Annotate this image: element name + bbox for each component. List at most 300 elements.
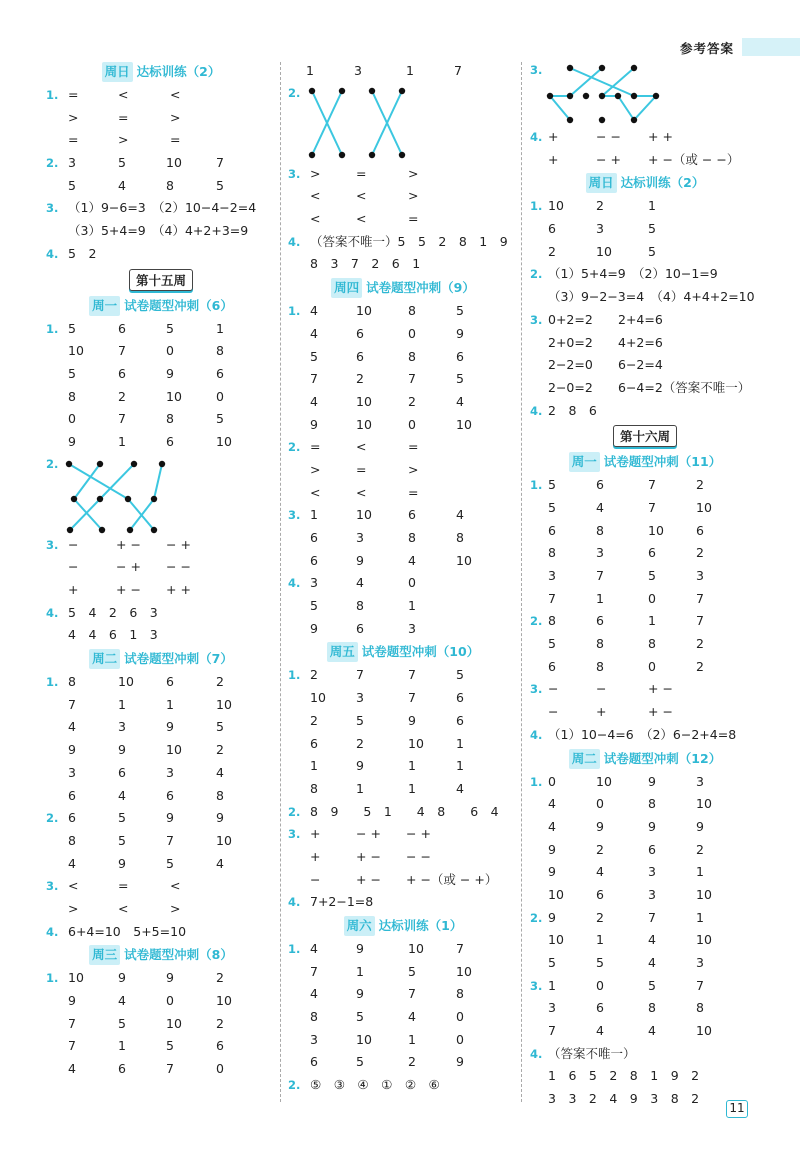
answer-value: 10 <box>166 155 182 171</box>
answer-value: 4 <box>310 325 318 341</box>
answer-value: 3 3 2 4 9 3 8 2 <box>548 1091 700 1107</box>
answer-value: 8 <box>648 796 656 812</box>
answer-row <box>530 861 760 884</box>
answer-value: 5 <box>310 348 318 364</box>
answer-value: 6 <box>548 221 556 237</box>
answer-value: − + <box>596 151 621 167</box>
answer-value: + −（或 − +） <box>406 871 498 887</box>
answer-value: + <box>310 826 321 842</box>
answer-value: 10 <box>310 690 326 706</box>
answer-value: 0 <box>166 993 174 1008</box>
answer-value: − <box>68 559 79 575</box>
answer-value: 10 <box>596 243 612 259</box>
answer-row <box>288 368 518 391</box>
question-number: 3. <box>288 827 301 842</box>
question-number: 3. <box>530 63 543 77</box>
answer-value: − + <box>166 536 191 552</box>
answer-value: + − <box>116 536 141 552</box>
answer-value: 4 <box>596 1023 604 1039</box>
answer-value: < <box>310 484 321 500</box>
answer-value: 2−2=0 <box>548 357 593 373</box>
answer-value: 4 <box>648 955 656 970</box>
answer-value: 1 <box>310 758 318 774</box>
question-number: 4. <box>46 246 59 261</box>
answer-value: 4 <box>310 393 318 409</box>
answer-value: 3 <box>596 221 604 237</box>
answer-value: 5 <box>118 155 126 171</box>
answer-value: 6 <box>216 365 224 381</box>
answer-value: + −（或 − −） <box>648 151 740 167</box>
answer-row <box>46 197 276 220</box>
answer-row <box>530 724 760 747</box>
answer-value: 周三 <box>89 945 120 965</box>
answer-value: + <box>596 704 607 720</box>
answer-row <box>530 952 760 975</box>
answer-value: = <box>118 878 129 894</box>
answer-row <box>288 163 518 186</box>
answer-value: + + <box>166 582 191 597</box>
answer-value: 9 <box>166 719 174 735</box>
answer-value: 5 <box>548 636 556 652</box>
answer-value: 1 <box>596 590 604 606</box>
answer-value: 5 <box>456 303 464 319</box>
question-number: 1. <box>46 321 59 336</box>
answer-row <box>530 520 760 543</box>
answer-value: > <box>310 461 321 477</box>
answer-value: 8 <box>356 598 364 614</box>
question-number: 4. <box>288 895 301 910</box>
answer-value: 6 <box>548 522 556 538</box>
answer-value: + <box>68 582 79 597</box>
answer-row <box>288 938 518 961</box>
answer-row <box>46 602 276 625</box>
answer-row <box>288 323 518 346</box>
question-number: 3. <box>46 537 59 552</box>
answer-value: 0 <box>216 1061 224 1077</box>
answer-value: 2 <box>696 636 704 652</box>
answer-value: 6 <box>166 433 174 449</box>
answer-row <box>288 869 518 892</box>
answer-value: 7 <box>68 1015 76 1031</box>
answer-value: = <box>408 211 419 227</box>
answer-row <box>46 739 276 762</box>
answer-value: 10 <box>596 773 612 789</box>
answer-row <box>46 386 276 409</box>
answer-value: 3 <box>648 886 656 902</box>
answer-column-2 <box>288 60 518 1097</box>
answer-value: 10 <box>456 416 472 432</box>
answer-value: 7 <box>648 499 656 515</box>
answer-value: 10 <box>696 932 712 948</box>
answer-value: − + <box>356 826 381 842</box>
matching-lines <box>46 454 246 534</box>
answer-value: 4 <box>118 993 126 1008</box>
answer-row <box>530 975 760 998</box>
section-header <box>530 171 760 195</box>
answer-value: 1 <box>548 977 556 993</box>
answer-value: 10 <box>456 552 472 568</box>
answer-value: − − <box>596 129 621 144</box>
section-header <box>530 450 760 474</box>
answer-value: + − <box>116 582 141 597</box>
answer-value: 7 <box>310 371 318 387</box>
answer-value: < <box>310 211 321 227</box>
answer-value: 5 <box>356 1009 364 1025</box>
answer-value: 10 <box>118 674 134 690</box>
answer-value: 5 <box>216 719 224 735</box>
answer-value: 4 <box>118 787 126 803</box>
answer-value: < <box>68 878 79 894</box>
answer-value: 10 <box>216 433 232 449</box>
answer-row <box>530 929 760 952</box>
answer-row <box>288 961 518 984</box>
question-number: 4. <box>288 576 301 591</box>
answer-value: 2+4=6 <box>618 311 663 327</box>
answer-value: 7+2−1=8 <box>310 894 374 910</box>
answer-row <box>46 807 276 830</box>
answer-value: 4 <box>596 499 604 515</box>
answer-value: 9 <box>648 773 656 789</box>
answer-value: 10 <box>696 1023 712 1039</box>
answer-value: 5 <box>648 977 656 993</box>
answer-value: 10 <box>166 742 182 758</box>
answer-value: 9 <box>118 742 126 758</box>
answer-value: 4 <box>68 719 76 735</box>
answer-value: 达标训练（2） <box>136 64 221 79</box>
section-header <box>46 647 276 671</box>
answer-value: 5 <box>166 320 174 336</box>
answer-value: 6 <box>356 325 364 341</box>
answer-row <box>46 1058 276 1081</box>
answer-value: 2 <box>696 658 704 674</box>
answer-value: 3 <box>310 575 318 591</box>
answer-value: 1 <box>356 780 364 796</box>
answer-value: > <box>408 461 419 477</box>
answer-value: = <box>68 87 79 102</box>
answer-value: 9 <box>166 970 174 986</box>
answer-value: 5 <box>596 955 604 970</box>
answer-value: 9 <box>68 433 76 449</box>
answer-value: 8 <box>310 1009 318 1025</box>
answer-value: 8 <box>596 636 604 652</box>
answer-value: 1 <box>118 696 126 712</box>
answer-row <box>288 436 518 459</box>
answer-value: 9 <box>166 810 174 826</box>
question-number: 3. <box>46 201 59 216</box>
answer-value: < <box>170 878 181 894</box>
answer-row <box>288 185 518 208</box>
answer-value: 5 <box>648 568 656 583</box>
question-number: 3. <box>530 682 543 697</box>
question-number: 1. <box>46 675 59 690</box>
answer-value: > <box>170 109 181 125</box>
matching-lines <box>530 60 730 126</box>
answer-value: 2 <box>216 674 224 690</box>
answer-value: 试卷题型冲刺（6） <box>124 297 233 313</box>
answer-value: 4 <box>596 864 604 880</box>
answer-value: 8 <box>596 658 604 674</box>
answer-value: 6 <box>310 530 318 545</box>
answer-value: − − <box>166 559 191 575</box>
answer-value: （答案不唯一） <box>548 1045 636 1061</box>
question-number: 4. <box>46 924 59 939</box>
answer-value: 10 <box>696 886 712 902</box>
question-number: 4. <box>288 234 301 249</box>
answer-value: 7 <box>310 963 318 979</box>
answer-value: 1 <box>648 198 656 214</box>
match-line <box>602 68 634 96</box>
answer-value: 10 <box>356 1031 372 1047</box>
answer-row <box>288 253 518 276</box>
answer-row <box>530 565 760 588</box>
answer-value: 2 <box>356 371 364 387</box>
answer-value: < <box>356 211 367 227</box>
answer-value: − <box>596 681 607 697</box>
answer-value: 6 <box>648 545 656 561</box>
answer-value: 5 <box>648 221 656 237</box>
question-number: 3. <box>46 879 59 894</box>
answer-row <box>288 60 518 83</box>
answer-value: 2 <box>310 712 318 728</box>
answer-value: 0+2=2 <box>548 311 593 327</box>
question-number: 2. <box>46 811 59 826</box>
question-number: 4. <box>530 403 543 418</box>
answer-row <box>530 839 760 862</box>
answer-value: 2 <box>216 1015 224 1031</box>
answer-value: 6 <box>118 320 126 336</box>
answer-row <box>288 550 518 573</box>
answer-value: 4 <box>548 818 556 834</box>
answer-value: 2 <box>408 393 416 409</box>
answer-value: 5 2 <box>68 245 97 261</box>
answer-row <box>530 656 760 679</box>
answer-value: 5 <box>118 810 126 826</box>
answer-row <box>46 716 276 739</box>
section-header <box>288 276 518 300</box>
answer-value: 6 <box>356 620 364 636</box>
answer-value: 1 <box>356 963 364 979</box>
answer-value: 8 <box>696 1000 704 1016</box>
answer-value: 2 <box>596 909 604 925</box>
section-header <box>46 294 276 318</box>
match-line <box>618 96 634 120</box>
answer-value: 4 <box>456 780 464 796</box>
answer-value: 9 <box>356 986 364 1002</box>
answer-value: 6 <box>310 735 318 751</box>
answer-value: 6 <box>118 1061 126 1077</box>
answer-row <box>530 400 760 423</box>
answer-row <box>530 126 760 149</box>
answer-value: 1 <box>310 507 318 523</box>
answer-value: 10 <box>648 522 664 538</box>
answer-row <box>530 263 760 286</box>
answer-value: 0 <box>456 1031 464 1047</box>
answer-value: 7 <box>696 590 704 606</box>
answer-value: 4 4 6 1 3 <box>68 627 158 643</box>
answer-row <box>46 243 276 266</box>
answer-value: 1 <box>408 758 416 774</box>
answer-value: 试卷题型冲刺（8） <box>124 947 233 963</box>
answer-value: 5 <box>548 955 556 970</box>
answer-value: 9 <box>648 818 656 834</box>
match-line <box>570 68 634 96</box>
answer-value: 5 <box>118 1015 126 1031</box>
answer-value: 8 <box>548 613 556 629</box>
answer-value: 4 <box>68 855 76 871</box>
answer-value: 7 <box>548 1023 556 1039</box>
answer-value: 2+0=2 <box>548 334 593 350</box>
answer-value: 周一 <box>89 296 120 316</box>
answer-value: 3 <box>696 568 704 583</box>
answer-value: 5 <box>548 499 556 515</box>
answer-row <box>46 220 276 243</box>
answer-value: 1 <box>118 1038 126 1054</box>
answer-value: 10 <box>548 932 564 948</box>
answer-value: 0 <box>408 325 416 341</box>
answer-row <box>46 785 276 808</box>
answer-value: 4 <box>408 552 416 568</box>
answer-value: 10 <box>456 963 472 979</box>
answer-value: 6 <box>596 613 604 629</box>
answer-value: 6 <box>548 658 556 674</box>
answer-value: 6 <box>596 477 604 493</box>
answer-value: （1）10−4=6 （2）6−2+4=8 <box>548 726 737 742</box>
answer-value: 7 <box>408 371 416 387</box>
match-line <box>570 68 602 96</box>
answer-value: 10 <box>696 796 712 812</box>
answer-value: 0 <box>596 796 604 812</box>
answer-value: 7 <box>454 63 462 78</box>
answer-value: 2 8 6 <box>548 402 597 418</box>
answer-row <box>288 891 518 914</box>
match-line <box>154 464 162 499</box>
answer-value: 6 <box>356 348 364 364</box>
answer-row <box>46 1013 276 1036</box>
answer-row <box>530 474 760 497</box>
answer-row <box>46 875 276 898</box>
answer-value: 7 <box>118 411 126 427</box>
question-number: 2. <box>46 156 59 171</box>
answer-value: 3 <box>648 864 656 880</box>
answer-value: 3 <box>696 955 704 970</box>
answer-value: 6 <box>456 712 464 728</box>
question-number: 3. <box>288 508 301 523</box>
answer-row <box>46 175 276 198</box>
answer-row <box>530 1065 760 1088</box>
answer-value: 5 <box>310 598 318 614</box>
answer-row <box>530 610 760 633</box>
column-divider <box>280 62 281 1102</box>
answer-value: 2 <box>696 545 704 561</box>
answer-value: 第十六周 <box>613 425 677 447</box>
answer-column-1 <box>46 60 276 1081</box>
answer-value: 10 <box>216 832 232 848</box>
answer-value: 3 <box>408 620 416 636</box>
answer-value: 10 <box>548 198 564 214</box>
answer-value: 达标训练（2） <box>620 175 705 191</box>
answer-value: 9 <box>166 365 174 381</box>
answer-value: 4 <box>356 575 364 591</box>
answer-value: （1）5+4=9 （2）10−1=9 <box>548 266 718 282</box>
answer-value: 7 <box>68 696 76 712</box>
answer-row <box>46 921 276 944</box>
answer-value: > <box>408 188 419 204</box>
answer-value: 4 <box>456 507 464 523</box>
answer-value: 0 <box>596 977 604 993</box>
answer-value: 1 <box>216 320 224 336</box>
answer-value: 周五 <box>327 642 358 662</box>
answer-value: 6 <box>216 1038 224 1054</box>
answer-value: 周日 <box>586 173 617 193</box>
answer-value: 7 <box>356 667 364 683</box>
answer-value: 4 <box>216 764 224 780</box>
answer-value: 周二 <box>89 649 120 669</box>
answer-value: 8 <box>68 674 76 690</box>
answer-row <box>530 497 760 520</box>
answer-value: > <box>68 900 79 916</box>
answer-value: − <box>68 536 79 552</box>
answer-value: 1 <box>306 63 314 78</box>
answer-row <box>46 830 276 853</box>
answer-value: 1 <box>406 63 414 78</box>
answer-value: 试卷题型冲刺（11） <box>603 454 722 470</box>
answer-value: < <box>118 900 129 916</box>
answer-row <box>288 504 518 527</box>
answer-value: 0 <box>648 658 656 674</box>
question-number: 2. <box>288 440 301 455</box>
answer-value: 7 <box>648 909 656 925</box>
answer-value: 6 <box>648 841 656 857</box>
answer-value: − <box>548 681 559 697</box>
answer-value: − <box>310 871 321 887</box>
answer-value: 9 <box>356 552 364 568</box>
question-number: 1. <box>288 304 301 319</box>
answer-value: 8 <box>216 343 224 359</box>
answer-row <box>288 414 518 437</box>
match-line <box>74 499 102 530</box>
answer-row <box>288 231 518 254</box>
matching-lines <box>288 83 488 163</box>
answer-value: 10 <box>408 735 424 751</box>
question-number: 3. <box>530 978 543 993</box>
answer-row <box>530 701 760 724</box>
answer-value: 0 <box>68 411 76 427</box>
answer-value: 1 6 5 2 8 1 9 2 <box>548 1068 700 1084</box>
answer-value: 2 <box>596 841 604 857</box>
answer-value: 8 <box>310 780 318 796</box>
answer-value: 4 <box>310 986 318 1002</box>
match-line <box>70 499 100 530</box>
answer-value: 6 <box>166 787 174 803</box>
question-number: 2. <box>288 85 301 100</box>
answer-value: 7 <box>648 477 656 493</box>
answer-value: 5 <box>456 667 464 683</box>
answer-value: 2 <box>548 243 556 259</box>
answer-value: 3 <box>356 690 364 706</box>
answer-value: 4 <box>648 932 656 948</box>
answer-row <box>530 241 760 264</box>
answer-row <box>46 107 276 130</box>
answer-value: 1 <box>696 864 704 880</box>
match-line <box>100 464 134 499</box>
answer-row <box>46 556 276 579</box>
answer-value: 9 <box>408 712 416 728</box>
answer-row <box>288 208 518 231</box>
matching-diagram <box>46 454 276 534</box>
answer-value: < <box>356 188 367 204</box>
answer-row <box>530 884 760 907</box>
answer-row <box>288 346 518 369</box>
